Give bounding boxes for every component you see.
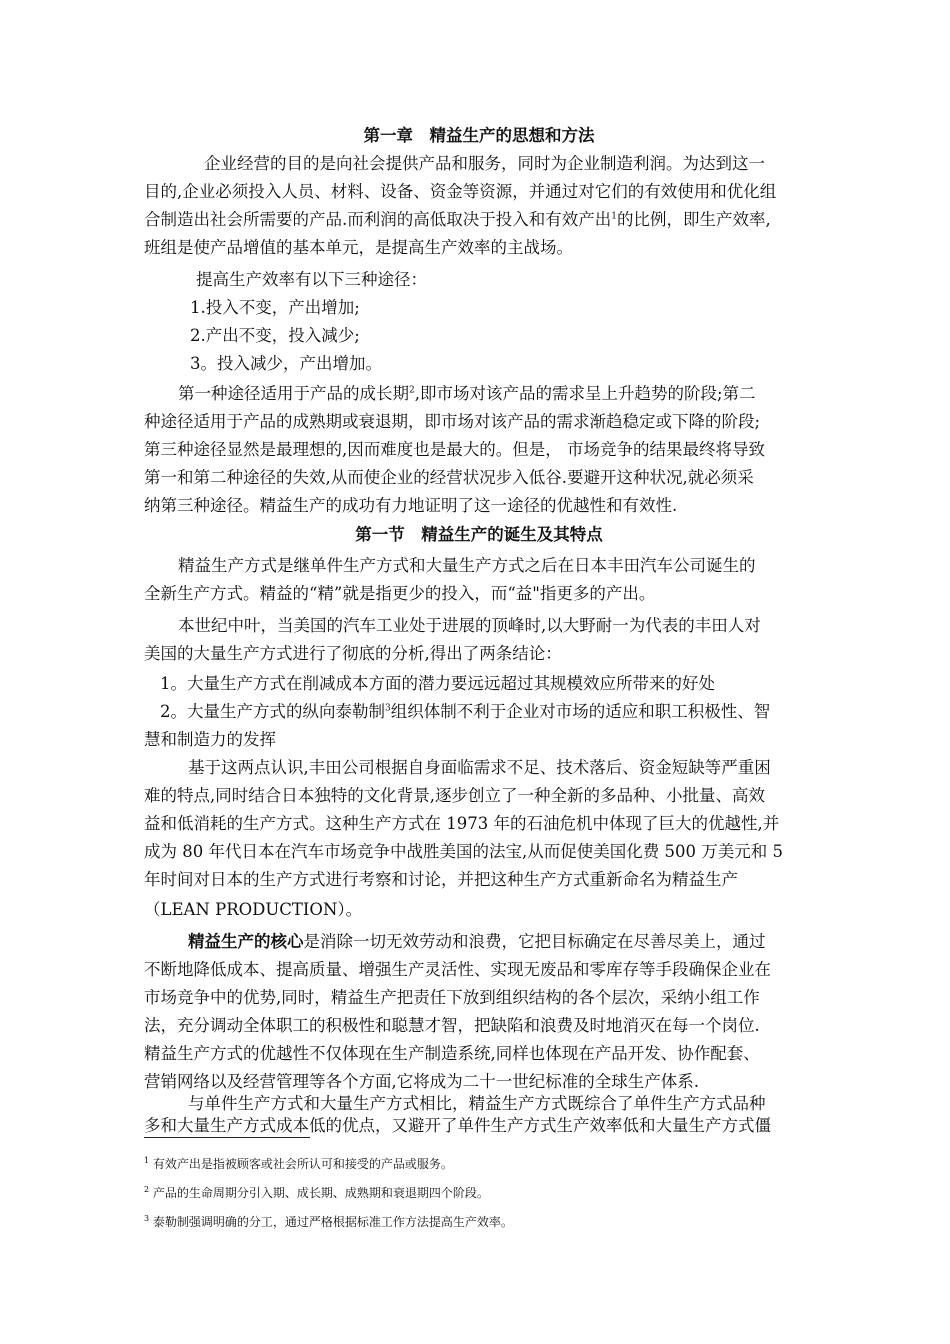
footnote: $^2$ 产品的生命周期分引入期、成长期、成熟期和衰退期四个阶段。 (144, 1185, 489, 1200)
para6-line: 市场竞争中的优势,同时，精益生产把责任下放到组织结构的各个层次，采纳小组工作 (144, 988, 760, 1007)
footnote-number: 2 (144, 1185, 150, 1194)
para6-line: 不断地降低成本、提高质量、增强生产灵活性、实现无废品和零库存等手段确保企业在 (144, 960, 771, 979)
para6-line: 精益生产方式的优越性不仅体现在生产制造系统,同样也体现在产品开发、协作配套、 (144, 1044, 760, 1063)
intro-line: 目的,企业必须投入人员、材料、设备、资金等资源，并通过对它们的有效使用和优化组 (144, 182, 777, 201)
core-label: 精益生产的核心 (188, 932, 304, 951)
para2-line: 第三种途径显然是最理想的,因而难度也是最大的。但是， 市场竞争的结果最终将导致 (144, 440, 765, 459)
footnote-number: 3 (144, 1214, 150, 1223)
para7-line: 多和大量生产方式成本低的优点，又避开了单件生产方式生产效率低和大量生产方式僵 (144, 1116, 771, 1135)
intro-line: 合制造出社会所需要的产品.而利润的高低取决于投入和有效产出$^1$的比例，即生产效率, (144, 210, 771, 229)
para2-line: 第一和第二种途径的失效,从而使企业的经营状况步入低谷.要避开这种状况,就必须采 (144, 468, 754, 487)
para5-line: 益和低消耗的生产方式。这种生产方式在 1973 年的石油危机中体现了巨大的优越性,并 (144, 814, 780, 833)
para6-line: 法，充分调动全体职工的积极性和聪慧才智，把缺陷和浪费及时地消灭在每一个岗位. (144, 1016, 760, 1035)
para6-line: 精益生产的核心是消除一切无效劳动和浪费，它把目标确定在尽善尽美上，通过 (188, 932, 766, 951)
ways-title: 提高生产效率有以下三种途径： (196, 270, 427, 289)
footnote: $^1$ 有效产出是指被顾客或社会所认可和接受的产品或服务。 (144, 1156, 453, 1171)
footnote-number: 1 (144, 1156, 150, 1165)
conclusion-item: 2。大量生产方式的纵向泰勒制$^3$组织体制不利于企业对市场的适应和职工积极性、智 (160, 702, 771, 721)
para7-line: 与单件生产方式和大量生产方式相比，精益生产方式既综合了单件生产方式品种 (188, 1094, 766, 1113)
para3-line: 全新生产方式。精益的“精”就是指更少的投入，而“益"指更多的产出。 (144, 584, 656, 603)
para2-line: 纳第三种途径。精益生产的成功有力地证明了这一途径的优越性和有效性. (144, 496, 678, 515)
chapter-title: 第一章 精益生产的思想和方法 (363, 126, 595, 145)
footnote-separator (144, 1137, 310, 1138)
para3-line: 精益生产方式是继单件生产方式和大量生产方式之后在日本丰田汽车公司诞生的 (178, 556, 756, 575)
para5-line: （LEAN PRODUCTION）。 (144, 900, 363, 919)
ways-item: 1.投入不变，产出增加; (190, 298, 360, 317)
para4-line: 美国的大量生产方式进行了彻底的分析,得出了两条结论： (144, 644, 562, 663)
section-title: 第一节 精益生产的诞生及其特点 (355, 525, 603, 544)
footnote-ref-1: 1 (611, 211, 617, 222)
ways-item: 2.产出不变，投入减少; (190, 326, 360, 345)
para5-line: 年时间对日本的生产方式进行考察和讨论，并把这种生产方式重新命名为精益生产 (144, 870, 738, 889)
para4-line: 本世纪中叶，当美国的汽车工业处于进展的顶峰时,以大野耐一为代表的丰田人对 (178, 616, 761, 635)
ways-item: 3。投入减少，产出增加。 (190, 354, 382, 373)
para5-line: 成为 80 年代日本在汽车市场竞争中战胜美国的法宝,从而促使美国化费 500 万美元和 5 (144, 842, 783, 861)
footnote: $^3$ 泰勒制强调明确的分工，通过严格根据标准工作方法提高生产效率。 (144, 1214, 513, 1229)
para5-line: 难的特点,同时结合日本独特的文化背景,逐步创立了一种全新的多品种、小批量、高效 (144, 786, 765, 805)
conclusion-item-cont: 慧和制造力的发挥 (144, 730, 276, 749)
para2-line: 第一种途径适用于产品的成长期$^2$,即市场对该产品的需求呈上升趋势的阶段;第二 (178, 384, 756, 403)
footnote-ref-3: 3 (385, 703, 391, 714)
para5-line: 基于这两点认识,丰田公司根据自身面临需求不足、技术落后、资金短缺等严重困 (188, 758, 771, 777)
conclusion-item: 1。大量生产方式在削减成本方面的潜力要远远超过其规模效应所带来的好处 (160, 674, 715, 693)
footnote-ref-2: 2 (409, 385, 415, 396)
intro-line: 班组是使产品增值的基本单元，是提高生产效率的主战场。 (144, 238, 573, 257)
para6-line: 营销网络以及经营管理等各个方面,它将成为二十一世纪标准的全球生产体系. (144, 1072, 699, 1091)
para2-line: 种途径适用于产品的成熟期或衰退期，即市场对该产品的需求渐趋稳定或下降的阶段; (144, 412, 761, 431)
intro-line: 企业经营的目的是向社会提供产品和服务，同时为企业制造利润。为达到这一 (204, 154, 765, 173)
